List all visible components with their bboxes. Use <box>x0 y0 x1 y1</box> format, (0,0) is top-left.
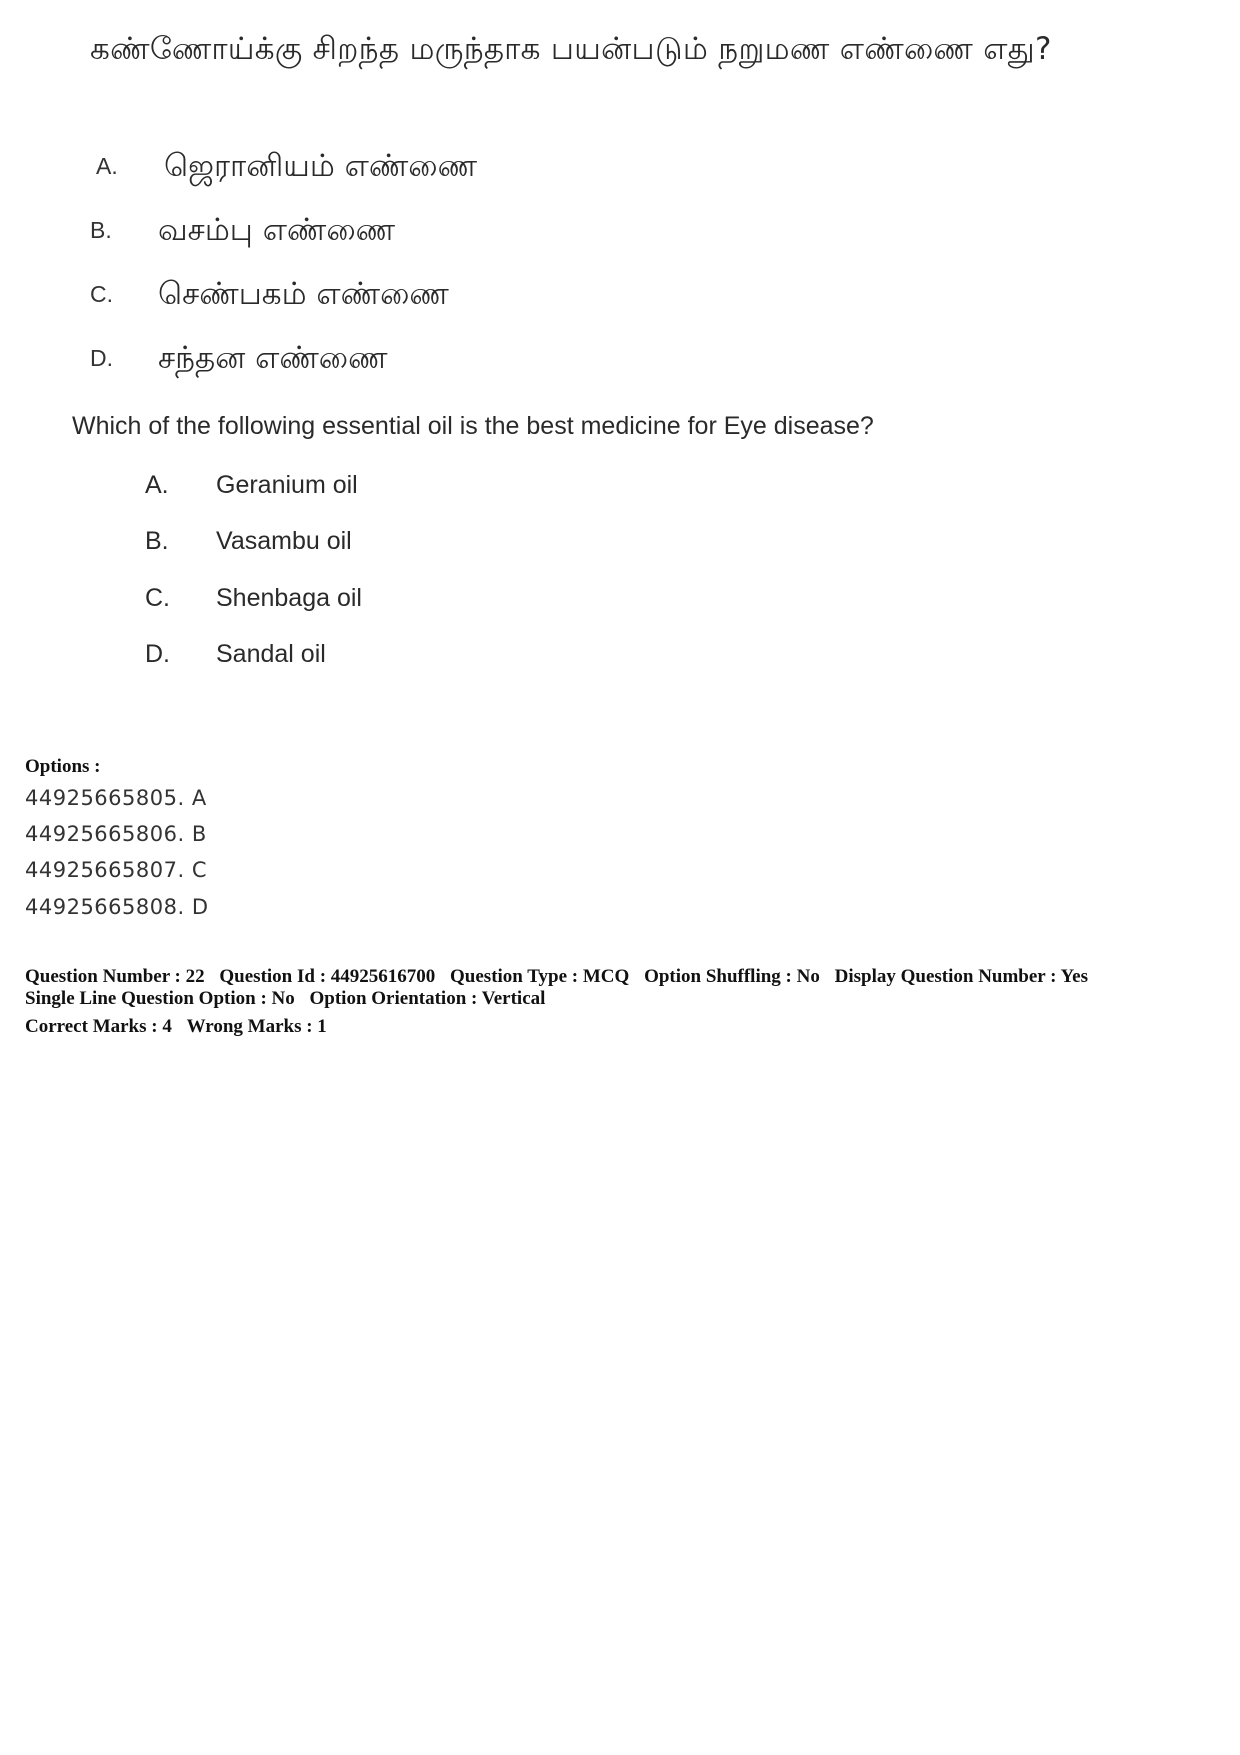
option-letter: C. <box>145 584 170 612</box>
option-text: Geranium oil <box>216 471 358 499</box>
options-heading: Options : <box>25 756 101 777</box>
option-text: Vasambu oil <box>216 527 352 555</box>
option-letter: D. <box>90 345 113 371</box>
option-text: ஜெரானியம் எண்ணை <box>164 148 478 184</box>
question-number: Question Number : 22 <box>25 966 205 987</box>
option-shuffling: Option Shuffling : No <box>644 966 820 987</box>
option-orientation: Option Orientation : Vertical <box>309 988 546 1009</box>
option-id-row <box>25 895 209 919</box>
option-text: செண்பகம் எண்ணை <box>158 276 449 312</box>
english-question-text: Which of the following essential oil is the best medicine for Eye disease? <box>72 412 874 440</box>
option-id-row <box>25 786 207 810</box>
question-meta-line-3 <box>25 1016 327 1038</box>
option-letter: B. <box>90 217 112 243</box>
tamil-question-text: கண்ணோய்க்கு சிறந்த மருந்தாக பயன்படும் நறுமண எண்ணை எது? <box>90 31 1052 67</box>
question-id: Question Id : 44925616700 <box>219 966 436 987</box>
correct-marks: Correct Marks : 4 <box>25 1016 172 1037</box>
option-text: சந்தன எண்ணை <box>158 340 388 376</box>
option-text: Sandal oil <box>216 640 326 668</box>
option-text: வசம்பு எண்ணை <box>158 212 396 248</box>
option-id-row <box>25 858 207 882</box>
question-image <box>0 0 1240 700</box>
option-letter: B. <box>145 527 169 555</box>
option-id: 44925665806. <box>25 822 185 846</box>
option-id-letter: B <box>191 822 207 846</box>
option-id: 44925665807. <box>25 858 185 882</box>
option-letter: A. <box>145 471 169 499</box>
option-id: 44925665805. <box>25 786 185 810</box>
question-type: Question Type : MCQ <box>450 966 630 987</box>
option-id: 44925665808. <box>25 895 185 919</box>
wrong-marks: Wrong Marks : 1 <box>186 1016 327 1037</box>
single-line-question-option: Single Line Question Option : No <box>25 988 295 1009</box>
option-letter: C. <box>90 281 113 307</box>
option-id-letter: A <box>191 786 207 810</box>
option-id-letter: C <box>191 858 208 882</box>
option-letter: D. <box>145 640 170 668</box>
option-id-letter: D <box>191 895 209 919</box>
option-letter: A. <box>96 153 118 179</box>
option-text: Shenbaga oil <box>216 584 362 612</box>
display-question-number: Display Question Number : Yes <box>834 966 1088 987</box>
option-id-row <box>25 822 207 846</box>
question-meta-line-2 <box>25 988 545 1010</box>
question-meta-line-1 <box>25 966 1088 988</box>
